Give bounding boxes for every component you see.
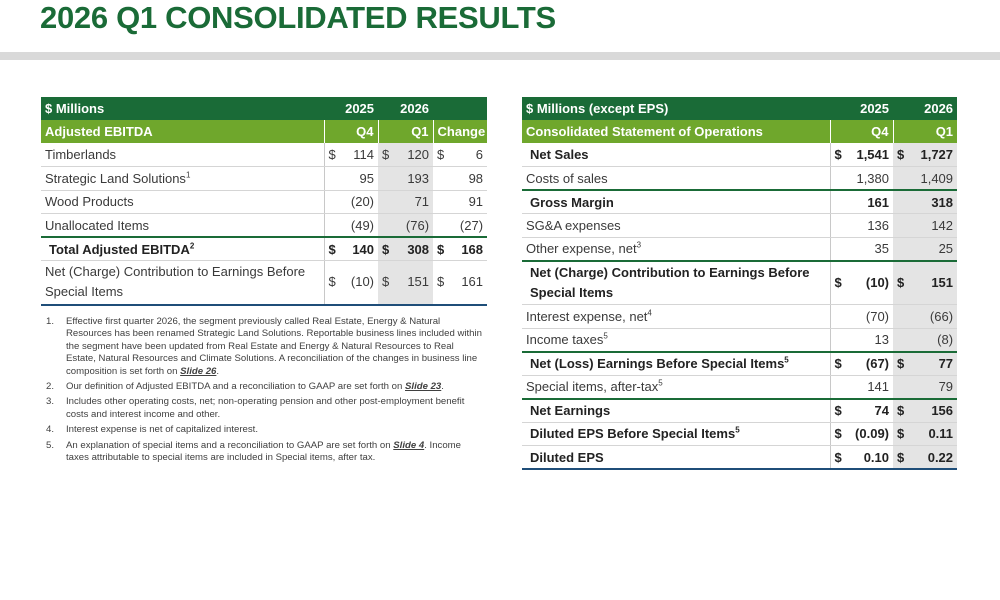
currency-symbol: $ xyxy=(830,399,844,423)
section-header: Consolidated Statement of Operations xyxy=(522,120,830,143)
table-row xyxy=(522,214,957,238)
value-2025-q4: 13 xyxy=(844,328,893,352)
value-2026-q1: (8) xyxy=(907,328,957,352)
row-label-text: Special items, after-tax xyxy=(526,379,659,394)
currency-symbol: $ xyxy=(378,261,390,305)
footnote-number: 5. xyxy=(46,439,55,451)
quarter-prev-header: Q4 xyxy=(830,120,893,143)
currency-symbol xyxy=(378,167,390,191)
footnote-ref: 5 xyxy=(735,425,740,435)
footnote-ref: 1 xyxy=(185,170,191,180)
footnote-body: Interest expense is net of capitalized interest. xyxy=(66,424,258,436)
value-2026-q1: 151 xyxy=(390,261,433,305)
row-label-text: Other expense, net xyxy=(526,241,637,256)
value-change: 98 xyxy=(445,167,487,191)
footnote-item xyxy=(46,381,486,393)
footnote-tail: . xyxy=(441,381,444,393)
row-label xyxy=(41,237,324,261)
row-label-text: Wood Products xyxy=(45,194,134,210)
footnote-text xyxy=(66,381,486,393)
value-2025-q4: 161 xyxy=(844,190,893,214)
footnote-item xyxy=(46,396,486,421)
currency-symbol xyxy=(830,328,844,352)
table-row xyxy=(41,261,487,305)
value-2026-q1: (76) xyxy=(390,214,433,238)
table-row xyxy=(522,190,957,214)
value-2026-q1: 156 xyxy=(907,399,957,423)
table-row xyxy=(522,399,957,423)
value-change: 91 xyxy=(445,190,487,214)
row-label xyxy=(41,190,324,214)
row-label xyxy=(522,237,830,261)
currency-symbol xyxy=(324,214,336,238)
currency-symbol: $ xyxy=(830,446,844,470)
value-2025-q4: (0.09) xyxy=(844,422,893,446)
row-label-text: Strategic Land Solutions xyxy=(45,170,186,186)
value-2025-q4: (10) xyxy=(844,261,893,305)
row-label-text: Timberlands xyxy=(45,147,117,162)
units-header: $ Millions (except EPS) xyxy=(522,97,830,120)
currency-symbol xyxy=(893,305,907,329)
footnote-text xyxy=(66,396,486,421)
row-label-text: Gross Margin xyxy=(530,194,614,210)
row-label xyxy=(522,328,830,352)
currency-symbol xyxy=(830,305,844,329)
table-row xyxy=(522,261,957,305)
value-2026-q1: 318 xyxy=(907,190,957,214)
row-label-text: Net Earnings xyxy=(530,403,611,418)
row-label xyxy=(41,167,324,191)
value-change: 6 xyxy=(445,143,487,167)
footnote-ref: 3 xyxy=(636,240,642,250)
table-row xyxy=(522,352,957,376)
row-label xyxy=(522,190,830,214)
row-label-text: Unallocated Items xyxy=(45,217,150,233)
value-2026-q1: 25 xyxy=(907,237,957,261)
value-2026-q1: (66) xyxy=(907,305,957,329)
row-label xyxy=(41,143,324,167)
value-2026-q1: 0.11 xyxy=(907,422,957,446)
currency-symbol: $ xyxy=(830,352,844,376)
row-label xyxy=(522,352,830,376)
table-row xyxy=(522,143,957,167)
value-change: (27) xyxy=(445,214,487,238)
row-label-text: Net (Charge) Contribution to Earnings Before Special Items xyxy=(45,264,306,300)
value-2026-q1: 0.22 xyxy=(907,446,957,470)
value-2026-q1: 1,409 xyxy=(907,167,957,191)
currency-symbol xyxy=(378,214,390,238)
value-change: 168 xyxy=(445,237,487,261)
row-label-text: SG&A expenses xyxy=(526,217,621,233)
year-curr-header: 2026 xyxy=(378,97,433,120)
row-label-text: Net (Loss) Earnings Before Special Items xyxy=(530,356,785,371)
change-header: Change xyxy=(433,120,487,143)
table-row xyxy=(41,214,487,238)
slide-reference-link[interactable]: Slide 4 xyxy=(393,439,425,451)
footnote-number: 3. xyxy=(46,396,55,408)
adjusted-ebitda-table xyxy=(41,97,487,306)
table-row xyxy=(522,305,957,329)
currency-symbol xyxy=(830,237,844,261)
currency-symbol xyxy=(893,237,907,261)
currency-symbol: $ xyxy=(830,422,844,446)
value-2025-q4: 35 xyxy=(844,237,893,261)
currency-symbol: $ xyxy=(830,261,844,305)
currency-symbol xyxy=(324,167,336,191)
currency-symbol: $ xyxy=(830,143,844,167)
title-divider xyxy=(0,52,1000,60)
currency-symbol: $ xyxy=(433,261,445,305)
currency-symbol: $ xyxy=(378,237,390,261)
page-title: 2026 Q1 CONSOLIDATED RESULTS xyxy=(40,0,556,35)
currency-symbol xyxy=(324,190,336,214)
currency-symbol xyxy=(830,190,844,214)
currency-symbol: $ xyxy=(433,237,445,261)
table-row xyxy=(522,328,957,352)
slide-reference-link[interactable]: Slide 23 xyxy=(405,381,442,393)
value-2026-q1: 1,727 xyxy=(907,143,957,167)
footnote-item xyxy=(46,440,486,465)
value-2025-q4: (67) xyxy=(844,352,893,376)
footnote-item xyxy=(46,316,486,378)
value-2025-q4: 1,380 xyxy=(844,167,893,191)
row-label-text: Interest expense, net xyxy=(526,308,648,324)
row-label xyxy=(522,143,830,167)
currency-symbol xyxy=(893,167,907,191)
quarter-curr-header: Q1 xyxy=(893,120,957,143)
currency-symbol xyxy=(378,190,390,214)
table-header-row xyxy=(522,97,957,120)
footnote-ref: 5 xyxy=(603,331,608,341)
footnote-body: An explanation of special items and a reconciliation to GAAP are set forth on xyxy=(66,439,394,451)
value-2025-q4: 140 xyxy=(336,237,378,261)
value-2026-q1: 120 xyxy=(390,143,433,167)
currency-symbol: $ xyxy=(378,143,390,167)
value-2025-q4: 141 xyxy=(844,375,893,399)
table-row xyxy=(41,190,487,214)
footnote-ref: 4 xyxy=(647,308,652,318)
year-curr-header: 2026 xyxy=(893,97,957,120)
statement-of-operations-table xyxy=(522,97,957,470)
currency-symbol xyxy=(893,375,907,399)
value-2025-q4: 136 xyxy=(844,214,893,238)
value-2025-q4: (20) xyxy=(336,190,378,214)
currency-symbol: $ xyxy=(893,261,907,305)
value-2026-q1: 77 xyxy=(907,352,957,376)
row-label xyxy=(522,399,830,423)
table-header-row xyxy=(41,97,487,120)
currency-symbol xyxy=(893,214,907,238)
footnote-ref: 5 xyxy=(784,355,789,365)
currency-symbol: $ xyxy=(893,143,907,167)
slide-reference-link[interactable]: Slide 26 xyxy=(180,365,217,377)
currency-symbol xyxy=(433,214,445,238)
row-label-text: Total Adjusted EBITDA xyxy=(49,241,190,257)
footnote-body: Our definition of Adjusted EBITDA and a reconciliation to GAAP are set forth on xyxy=(66,381,405,393)
row-label-text: Income taxes xyxy=(526,332,604,347)
currency-symbol xyxy=(893,190,907,214)
row-label xyxy=(522,167,830,191)
row-label xyxy=(522,261,830,305)
currency-symbol: $ xyxy=(893,399,907,423)
footnote-ref: 5 xyxy=(658,378,663,388)
row-label-text: Diluted EPS Before Special Items xyxy=(530,426,736,442)
currency-symbol: $ xyxy=(324,237,336,261)
value-2026-q1: 308 xyxy=(390,237,433,261)
footnote-body: Includes other operating costs, net; non-operating pension and other post-employment benefit costs and interest income and other. xyxy=(66,396,465,420)
footnote-tail: . Income taxes attributable to special items are included in Special items, after tax. xyxy=(66,439,461,464)
year-prev-header: 2025 xyxy=(830,97,893,120)
section-header: Adjusted EBITDA xyxy=(41,120,324,143)
units-header: $ Millions xyxy=(41,97,324,120)
row-label xyxy=(522,446,830,470)
value-2026-q1: 151 xyxy=(907,261,957,305)
row-label-text: Net Sales xyxy=(530,147,589,162)
currency-symbol: $ xyxy=(893,446,907,470)
currency-symbol xyxy=(830,214,844,238)
table-row xyxy=(41,237,487,261)
table-subheader-row xyxy=(522,120,957,143)
currency-symbol xyxy=(433,190,445,214)
quarter-prev-header: Q4 xyxy=(324,120,378,143)
row-label xyxy=(522,214,830,238)
value-2025-q4: 0.10 xyxy=(844,446,893,470)
table-row xyxy=(41,167,487,191)
footnote-item xyxy=(46,424,486,436)
row-label xyxy=(522,305,830,329)
table-row xyxy=(522,446,957,470)
value-2025-q4: 1,541 xyxy=(844,143,893,167)
currency-symbol xyxy=(433,167,445,191)
currency-symbol: $ xyxy=(433,143,445,167)
currency-symbol xyxy=(830,375,844,399)
value-2026-q1: 193 xyxy=(390,167,433,191)
value-2026-q1: 71 xyxy=(390,190,433,214)
row-label-text: Net (Charge) Contribution to Earnings Before Special Items xyxy=(530,264,810,300)
table-subheader-row xyxy=(41,120,487,143)
table-row xyxy=(522,375,957,399)
currency-symbol xyxy=(830,167,844,191)
footnote-ref: 2 xyxy=(189,241,195,251)
value-2025-q4: (70) xyxy=(844,305,893,329)
value-2025-q4: (49) xyxy=(336,214,378,238)
footnote-text xyxy=(66,440,486,465)
quarter-curr-header: Q1 xyxy=(378,120,433,143)
currency-symbol: $ xyxy=(893,422,907,446)
footnote-number: 2. xyxy=(46,381,55,393)
value-2026-q1: 79 xyxy=(907,375,957,399)
value-2025-q4: 114 xyxy=(336,143,378,167)
currency-symbol: $ xyxy=(893,352,907,376)
footnote-number: 4. xyxy=(46,424,55,436)
row-label xyxy=(41,214,324,238)
table-row xyxy=(41,143,487,167)
currency-symbol: $ xyxy=(324,261,336,305)
currency-symbol: $ xyxy=(324,143,336,167)
footnote-tail: . xyxy=(216,365,220,377)
value-2025-q4: 74 xyxy=(844,399,893,423)
footnote-text xyxy=(66,424,486,436)
currency-symbol xyxy=(893,328,907,352)
row-label xyxy=(41,261,324,305)
table-row xyxy=(522,167,957,191)
footnote-text xyxy=(66,316,486,378)
footnote-body: Effective first quarter 2026, the segment previously called Real Estate, Energy & Natural Resources has been renamed Strategic Land Solutions. Reportable business lines included within the segment have been updated from Real Estate and Energy & Natural Resources to Real Estate, Natural Resources and Climate Solutions. A reconciliation of the changes in business line composition is set forth on xyxy=(66,316,482,377)
footnotes xyxy=(46,316,486,467)
footnote-number: 1. xyxy=(46,316,55,327)
row-label-text: Diluted EPS xyxy=(530,449,604,465)
value-2025-q4: 95 xyxy=(336,167,378,191)
year-prev-header: 2025 xyxy=(324,97,378,120)
table-row xyxy=(522,237,957,261)
row-label xyxy=(522,375,830,399)
table-row xyxy=(522,422,957,446)
value-2026-q1: 142 xyxy=(907,214,957,238)
row-label-text: Costs of sales xyxy=(526,170,608,186)
value-2025-q4: (10) xyxy=(336,261,378,305)
row-label xyxy=(522,422,830,446)
value-change: 161 xyxy=(445,261,487,305)
